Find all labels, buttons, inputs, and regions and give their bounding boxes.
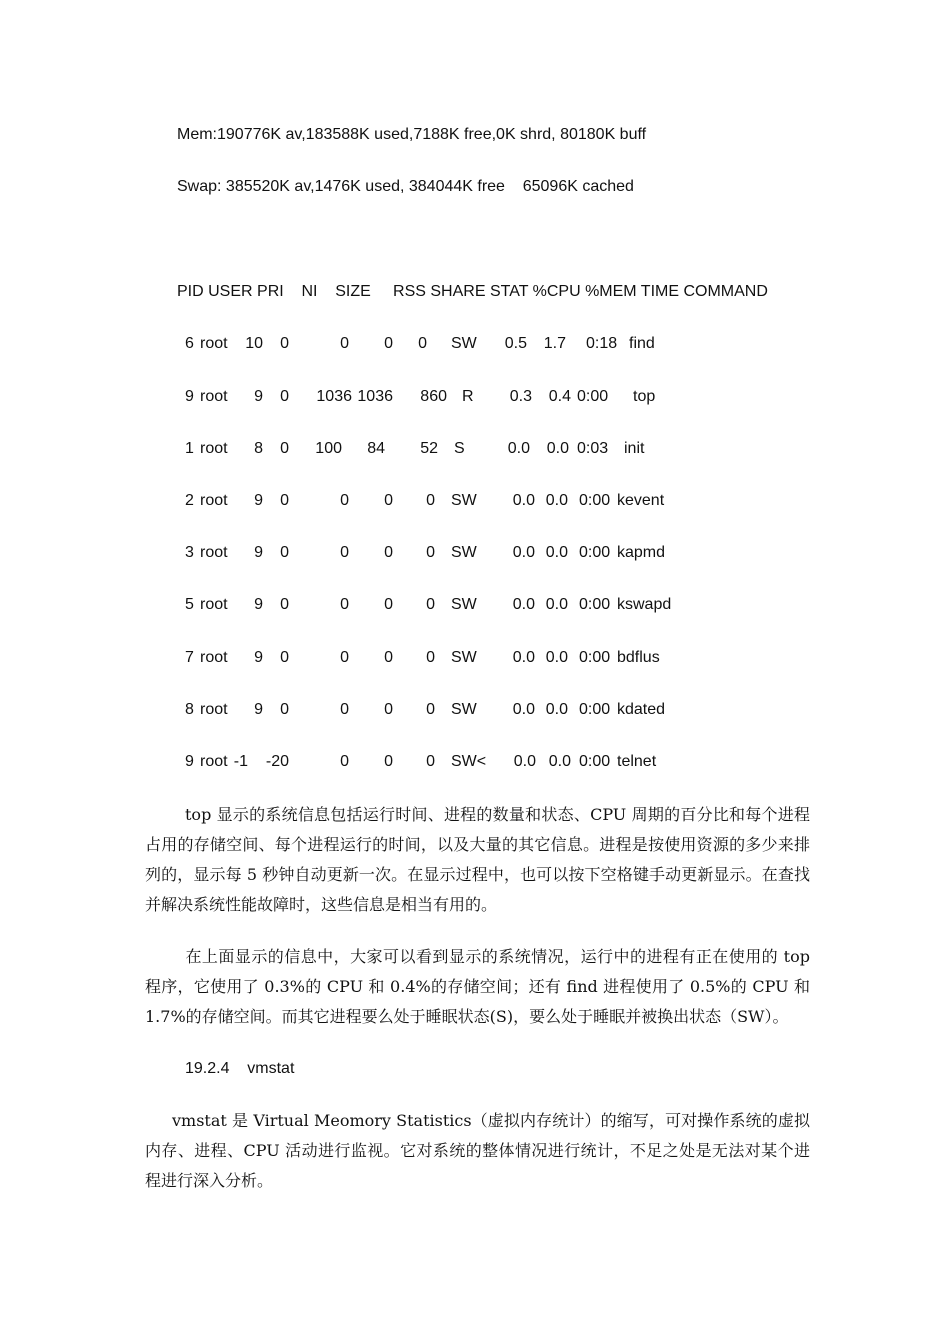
- process-command-cell: kapmd: [617, 544, 666, 561]
- process-command-cell: init: [624, 440, 645, 457]
- process-ni-cell: 0: [280, 388, 289, 405]
- process-size-cell: 1036: [316, 388, 352, 405]
- process-command-cell: bdflus: [617, 649, 660, 666]
- process-rss-cell: 84: [367, 440, 385, 457]
- process-time-cell: 0:18: [586, 335, 618, 352]
- process-pri-cell: 9: [254, 388, 263, 405]
- process-command-cell: find: [629, 335, 655, 352]
- process-ni-cell: 0: [280, 544, 289, 561]
- process-user-cell: root: [200, 544, 228, 561]
- process-user-cell: root: [200, 649, 228, 666]
- process-row: [0, 700, 950, 720]
- process-pri-cell: 9: [254, 544, 263, 561]
- process-ni-cell: 0: [280, 649, 289, 666]
- process-pri-cell: 9: [254, 596, 263, 613]
- process-share-cell: 0: [426, 596, 435, 613]
- process-time-cell: 0:00: [579, 753, 611, 770]
- section-heading: 19.2.4 vmstat: [185, 1060, 295, 1077]
- process-size-cell: 0: [340, 596, 349, 613]
- process-cpu-cell: 0.3: [509, 388, 532, 405]
- process-rss-cell: 0: [384, 335, 393, 352]
- vmstat-description-paragraph: vmstat 是 Virtual Meomory Statistics（虚拟内存统计）的缩写，可对操作系统的虚拟内存、进程、CPU 活动进行监视。它对系统的整体情况进行统计，不足之处是无法对某个进程进行深入分析。: [145, 1111, 810, 1190]
- process-stat-cell: SW: [451, 335, 477, 352]
- process-cpu-cell: 0.0: [512, 649, 535, 666]
- process-ni-cell: 0: [280, 440, 289, 457]
- process-row: [0, 439, 950, 459]
- process-time-cell: 0:00: [579, 544, 611, 561]
- process-rss-cell: 0: [384, 753, 393, 770]
- process-mem-cell: 0.0: [546, 440, 569, 457]
- process-user-cell: root: [200, 701, 228, 718]
- process-user-cell: root: [200, 335, 228, 352]
- process-row: [0, 491, 950, 511]
- process-pid-cell: 2: [185, 492, 194, 509]
- process-share-cell: 0: [418, 335, 427, 352]
- process-pri-cell: 9: [254, 701, 263, 718]
- process-user-cell: root: [200, 753, 228, 770]
- process-user-cell: root: [200, 596, 228, 613]
- process-pid-cell: 7: [185, 649, 194, 666]
- process-pri-cell: -1: [233, 753, 248, 770]
- process-stat-cell: SW<: [451, 753, 487, 770]
- process-pri-cell: 10: [245, 335, 263, 352]
- process-ni-cell: 0: [280, 492, 289, 509]
- process-pid-cell: 6: [185, 335, 194, 352]
- process-command-cell: kswapd: [617, 596, 672, 613]
- process-command-cell: top: [633, 388, 656, 405]
- process-user-cell: root: [200, 492, 228, 509]
- process-stat-cell: S: [454, 440, 465, 457]
- process-mem-cell: 0.0: [545, 596, 568, 613]
- process-pid-cell: 1: [185, 440, 194, 457]
- process-stat-cell: SW: [451, 701, 477, 718]
- process-stat-cell: SW: [451, 649, 477, 666]
- process-user-cell: root: [200, 440, 228, 457]
- process-pid-cell: 8: [185, 701, 194, 718]
- process-pri-cell: 9: [254, 649, 263, 666]
- process-cpu-cell: 0.0: [512, 492, 535, 509]
- process-share-cell: 0: [426, 649, 435, 666]
- process-mem-cell: 1.7: [543, 335, 566, 352]
- process-share-cell: 860: [420, 388, 447, 405]
- process-time-cell: 0:00: [579, 492, 611, 509]
- process-size-cell: 0: [340, 753, 349, 770]
- process-rss-cell: 0: [384, 649, 393, 666]
- process-pri-cell: 8: [254, 440, 263, 457]
- process-command-cell: kdated: [617, 701, 666, 718]
- process-share-cell: 0: [426, 544, 435, 561]
- process-time-cell: 0:00: [579, 701, 611, 718]
- process-mem-cell: 0.4: [548, 388, 571, 405]
- process-pid-cell: 3: [185, 544, 194, 561]
- process-share-cell: 0: [426, 753, 435, 770]
- process-rss-cell: 0: [384, 596, 393, 613]
- process-mem-cell: 0.0: [545, 492, 568, 509]
- process-row: [0, 387, 950, 407]
- process-time-cell: 0:00: [577, 388, 609, 405]
- process-cpu-cell: 0.0: [512, 701, 535, 718]
- process-size-cell: 100: [315, 440, 342, 457]
- process-cpu-cell: 0.0: [507, 440, 530, 457]
- process-pid-cell: 9: [185, 388, 194, 405]
- process-row: [0, 543, 950, 563]
- process-time-cell: 0:00: [579, 649, 611, 666]
- process-rss-cell: 1036: [357, 388, 393, 405]
- top-description-paragraph: top 显示的系统信息包括运行时间、进程的数量和状态、CPU 周期的百分比和每个进程占用的存储空间、每个进程运行的时间，以及大量的其它信息。进程是按使用资源的多少来排列的，显示每 5 秒钟自动更新一次。在显示过程中，也可以按下空格键手动更新显示。在查找并解决系统性能故障时，这些信息是相当有用的。: [145, 805, 810, 914]
- process-stat-cell: SW: [451, 492, 477, 509]
- process-share-cell: 0: [426, 492, 435, 509]
- top-example-paragraph: 在上面显示的信息中，大家可以看到显示的系统情况，运行中的进程有正在使用的 top 程序，它使用了 0.3%的 CPU 和 0.4%的存储空间；还有 find 进程使用了 0.5%的 CPU 和 1.7%的存储空间。而其它进程要么处于睡眠状态(S)，要么处于睡眠并被换出状态（SW）。: [145, 947, 810, 1026]
- process-time-cell: 0:00: [579, 596, 611, 613]
- process-command-cell: telnet: [617, 753, 657, 770]
- process-ni-cell: 0: [280, 596, 289, 613]
- process-mem-cell: 0.0: [545, 544, 568, 561]
- process-rss-cell: 0: [384, 544, 393, 561]
- process-mem-cell: 0.0: [548, 753, 571, 770]
- process-size-cell: 0: [340, 335, 349, 352]
- process-share-cell: 52: [420, 440, 438, 457]
- process-table-header: PID USER PRI NI SIZE RSS SHARE STAT %CPU %MEM TIME COMMAND: [177, 283, 768, 300]
- process-user-cell: root: [200, 388, 228, 405]
- process-cpu-cell: 0.0: [512, 596, 535, 613]
- process-cpu-cell: 0.0: [512, 544, 535, 561]
- process-command-cell: kevent: [617, 492, 665, 509]
- process-mem-cell: 0.0: [545, 701, 568, 718]
- process-rss-cell: 0: [384, 492, 393, 509]
- swap-summary-line: Swap: 385520K av,1476K used, 384044K free 65096K cached: [177, 178, 634, 195]
- process-pid-cell: 9: [185, 753, 194, 770]
- process-stat-cell: SW: [451, 544, 477, 561]
- process-size-cell: 0: [340, 492, 349, 509]
- process-mem-cell: 0.0: [545, 649, 568, 666]
- process-ni-cell: 0: [280, 335, 289, 352]
- process-row: [0, 648, 950, 668]
- process-row: [0, 752, 950, 772]
- process-ni-cell: 0: [280, 701, 289, 718]
- process-time-cell: 0:03: [577, 440, 609, 457]
- process-row: [0, 334, 950, 354]
- process-stat-cell: SW: [451, 596, 477, 613]
- process-share-cell: 0: [426, 701, 435, 718]
- process-cpu-cell: 0.0: [513, 753, 536, 770]
- process-rss-cell: 0: [384, 701, 393, 718]
- process-ni-cell: -20: [265, 753, 289, 770]
- process-stat-cell: R: [462, 388, 474, 405]
- process-size-cell: 0: [340, 701, 349, 718]
- memory-summary-line: Mem:190776K av,183588K used,7188K free,0K shrd, 80180K buff: [177, 126, 647, 143]
- process-cpu-cell: 0.5: [504, 335, 527, 352]
- process-size-cell: 0: [340, 649, 349, 666]
- process-size-cell: 0: [340, 544, 349, 561]
- process-row: [0, 595, 950, 615]
- process-pri-cell: 9: [254, 492, 263, 509]
- process-pid-cell: 5: [185, 596, 194, 613]
